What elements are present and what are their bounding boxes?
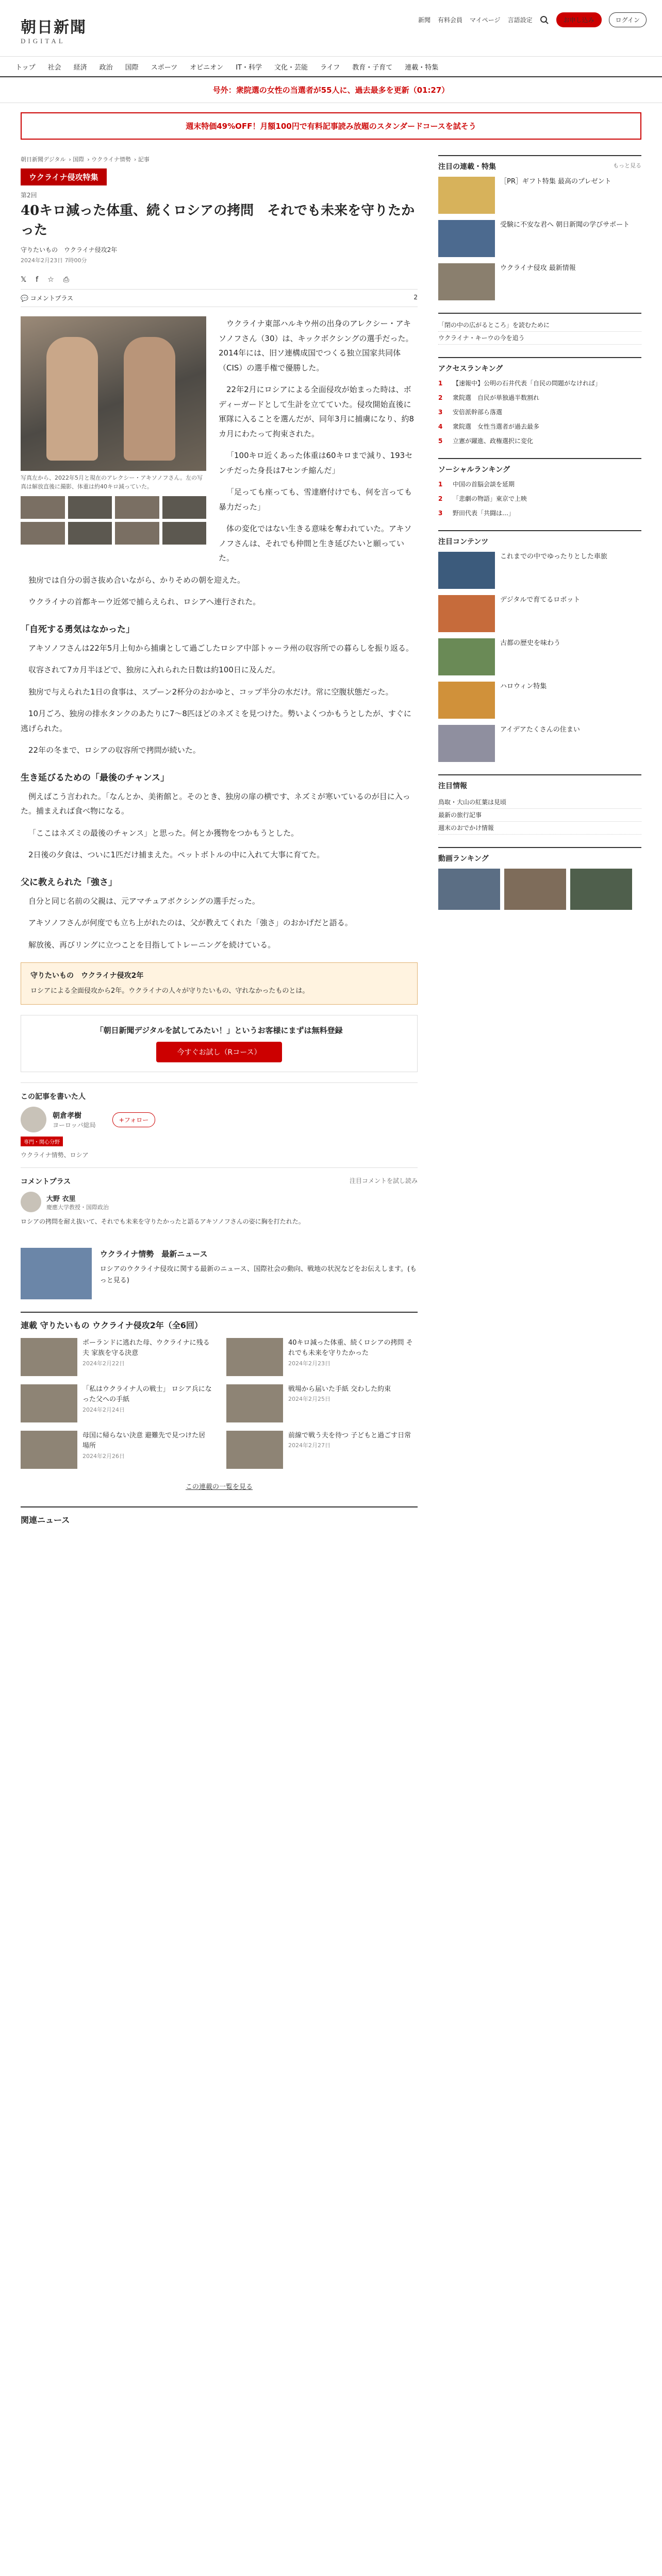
paragraph: 22年2月にロシアによる全面侵攻が始まった時は、ボディーガードとして生計を立てていた。侵攻開始直後に軍隊に入ることを選んだが、同年3月に捕虜になり、約8カ月にわたって拘束された。 <box>219 385 415 438</box>
video-ranking-title: 動画ランキング <box>438 855 489 863</box>
topic-link[interactable]: 「閉の中の広がるところ」を読むために <box>438 319 641 332</box>
commentator-avatar[interactable] <box>21 1192 41 1212</box>
featured-title: 注目の連載・特集 <box>438 163 496 171</box>
article-body <box>21 316 418 952</box>
thumbnail[interactable] <box>162 496 207 519</box>
featured-box <box>438 155 641 300</box>
paragraph: 「ここはネズミの最後のチャンス」と思った。何とか獲物をつかもうとした。 <box>28 828 299 838</box>
latest-news-image <box>21 1248 92 1299</box>
special-feature-label[interactable]: ウクライナ侵攻特集 <box>21 168 107 185</box>
thumbnail[interactable] <box>68 496 112 519</box>
featured-item[interactable] <box>438 263 641 300</box>
series-item[interactable] <box>226 1384 418 1422</box>
campaign-box <box>21 1015 418 1072</box>
series-item-date: 2024年2月25日 <box>288 1396 330 1403</box>
section-heading: 父に教えられた「強さ」 <box>21 877 117 888</box>
social-item[interactable]: 2 「悲劇の物語」東京で上映 <box>438 495 527 502</box>
login-button[interactable]: ログイン <box>609 12 647 27</box>
ranking-item[interactable]: 2 衆院選 自民が単独過半数割れ <box>438 394 540 401</box>
social-item[interactable]: 3 野田代表「共闘は…」 <box>438 510 515 517</box>
series-item-date: 2024年2月24日 <box>82 1406 125 1414</box>
thumbnail[interactable] <box>21 522 65 545</box>
featured-item[interactable] <box>438 220 641 257</box>
news-info-title: 注目情報 <box>438 782 467 790</box>
author-name[interactable]: 朝倉孝樹 <box>53 1111 81 1120</box>
ranking-item[interactable]: 1 【速報中】公明の石井代表「自民の問題がなければ」 <box>438 380 602 387</box>
publish-date: 2024年2月23日 7時00分 <box>21 257 87 264</box>
nav-item[interactable]: IT・科学 <box>236 63 262 72</box>
ranking-item-title: 衆院選 女性当選者が過去最多 <box>453 423 540 430</box>
commentator-role: 慶應大学教授・国際政治 <box>46 1204 109 1211</box>
logo-jp: 朝日新聞 <box>21 19 87 37</box>
social-ranking-title: ソーシャルランキング <box>438 466 510 474</box>
ad-item-title: 古都の歴史を味わう <box>500 639 561 647</box>
top-menu <box>418 12 647 27</box>
related-news-title: 関連ニュース <box>21 1506 418 1526</box>
nav-item[interactable]: 連載・特集 <box>405 63 439 72</box>
series-item-date: 2024年2月27日 <box>288 1442 330 1449</box>
comment-count: 2 <box>413 294 418 301</box>
global-nav <box>0 57 662 77</box>
top-link-language[interactable]: 言語設定 <box>507 16 533 24</box>
paragraph: ウクライナ東部ハルキウ州の出身のアレクシー・アキソノフさん（30）は、キックボクシングの選手だった。2014年には、旧ソ連構成国でつくる独立国家共同体（CIS）の選手権で優勝した。 <box>219 319 413 372</box>
paragraph: アキソノフさんは22年5月上旬から捕虜として過ごしたロシア中部トゥーラ州の収容所での暮らしを振り返る。 <box>28 643 414 653</box>
news-link[interactable]: 最新の旅行記事 <box>438 809 641 822</box>
series-label: 第2回 <box>21 192 37 199</box>
thumbnail[interactable] <box>115 522 159 545</box>
follow-button[interactable]: +フォロー <box>112 1112 155 1127</box>
breadcrumb-item[interactable]: 朝日新聞デジタル <box>21 156 66 163</box>
subscribe-button[interactable]: お申し込み <box>556 12 602 27</box>
social-item[interactable]: 1 中国の首脳会談を延期 <box>438 481 515 488</box>
news-info <box>438 774 641 835</box>
paragraph: アキソノフさんが何度でも立ち上がれたのは、父が教えてくれた「強さ」のおかげだと語る。 <box>28 918 353 928</box>
nav-item[interactable]: 国際 <box>125 63 139 72</box>
comment-plus-label: コメントプラス <box>30 295 74 302</box>
bookmark-icon[interactable]: ☆ <box>47 276 54 284</box>
video-thumbnail[interactable] <box>504 869 566 910</box>
series-item-date: 2024年2月22日 <box>82 1360 125 1367</box>
sidebar <box>438 155 641 1533</box>
latest-news-text: ロシアのウクライナ侵攻に関する最新のニュース、国際社会の動向、戦地の状況などをお伝えします。(もっと見る) <box>100 1265 417 1285</box>
featured-item-title: 受験に不安な君へ 朝日新聞の学びサポート <box>500 221 630 229</box>
series-item[interactable] <box>21 1431 212 1469</box>
series-item-date: 2024年2月23日 <box>288 1360 330 1367</box>
nav-item[interactable]: 文化・芸能 <box>274 63 308 72</box>
ranking-item-title: 立憲が躍進、政権選択に変化 <box>453 437 534 445</box>
commentator-name[interactable]: 大野 衣里 <box>46 1195 76 1203</box>
news-link[interactable]: 週末のおでかけ情報 <box>438 822 641 835</box>
nav-item[interactable]: オピニオン <box>190 63 224 72</box>
author-fields: ウクライナ情勢、ロシア <box>21 1151 89 1159</box>
comment-plus-link[interactable]: 💬 コメントプラス <box>21 295 74 302</box>
paragraph: 「足っても座っても、雪達磨付けでも、何を言っても暴力だった」 <box>219 487 412 512</box>
paragraph: 収容されて7カ月半ほどで、独房に入れられた日数は約100日に及んだ。 <box>28 665 280 675</box>
paragraph: ウクライナの首都キーウ近郊で捕らえられ、ロシアへ連行された。 <box>28 597 261 607</box>
paragraph: 体の変化ではない生きる意味を奪われていた。アキソノフさんは、それでも仲間と生き延びたいと願っていた。 <box>219 524 412 563</box>
series-item-title: 「私はウクライナ人の戦士」 ロシア兵になった父への手紙 <box>82 1385 212 1404</box>
paragraph: 独房で与えられた1日の食事は、スプーン2杯分のおかゆと、コップ半分の水だけ。常に空腹状態だった。 <box>28 687 393 697</box>
comment-plus-section <box>21 1167 418 1235</box>
series-list-title: 連載 守りたいもの ウクライナ侵攻2年（全6回） <box>21 1312 418 1331</box>
author-avatar[interactable] <box>21 1107 46 1132</box>
breadcrumb-item[interactable]: ウクライナ情勢 <box>91 156 131 163</box>
search-icon[interactable] <box>540 15 549 25</box>
ranking-item-title: 衆院選 自民が単独過半数割れ <box>453 394 540 401</box>
topic-link[interactable]: ウクライナ・キーウの今を追う <box>438 332 641 345</box>
top-link-members[interactable]: 有料会員 <box>438 16 463 24</box>
series-item-title: 戦場から届いた手紙 交わした約束 <box>288 1385 391 1393</box>
access-ranking <box>438 357 641 446</box>
series-item-title: ポーランドに逃れた母、ウクライナに残る夫 家族を守る決意 <box>82 1338 210 1358</box>
byline[interactable]: 守りたいもの ウクライナ侵攻2年 <box>21 246 118 254</box>
photo-thumbnails <box>21 496 206 545</box>
ad-item[interactable] <box>438 682 641 719</box>
latest-news-title: ウクライナ情勢 最新ニュース <box>100 1249 208 1259</box>
series-item[interactable] <box>226 1431 418 1469</box>
paragraph: 例えばこう言われた。「なんとか、美術館と。そのとき、独房の扉の横です、ネズミが寒いているのが目に入った。捕まえれば食べ物になる。 <box>21 791 410 816</box>
breaking-alert[interactable]: 号外：衆院選の女性の当選者が55人に、過去最多を更新（01:27） <box>0 77 662 103</box>
nav-item[interactable]: 社会 <box>47 63 61 72</box>
social-ranking <box>438 458 641 518</box>
series-item-date: 2024年2月26日 <box>82 1453 125 1460</box>
logo-en: DIGITAL <box>21 37 65 45</box>
breadcrumb-item[interactable]: 国際 <box>73 156 85 163</box>
share-bar <box>21 270 418 289</box>
series-item[interactable] <box>21 1384 212 1422</box>
series-box[interactable] <box>21 962 418 1005</box>
article-photo[interactable] <box>21 316 206 471</box>
author-section <box>21 1082 418 1167</box>
video-thumbnail[interactable] <box>570 869 632 910</box>
thumbnail[interactable] <box>21 496 65 519</box>
topics-box <box>438 313 641 345</box>
ad-item[interactable] <box>438 595 641 632</box>
paragraph: 解放後、再びリングに立つことを目指してトレーニングを続けている。 <box>28 940 276 950</box>
video-ranking <box>438 847 641 910</box>
ranking-item-title: 安倍派幹部ら落選 <box>453 409 503 416</box>
site-logo[interactable] <box>21 14 87 45</box>
paragraph: 「100キロ近くあった体重は60キロまで減り、193センチだった身長は7センチ縮んだ」 <box>219 451 413 475</box>
paragraph: 2日後の夕食は、ついに1匹だけ捕まえた。ペットボトルの中に入れて大事に育てた。 <box>28 850 325 860</box>
ad-item-title: デジタルで育てるロボット <box>500 596 581 604</box>
article-main <box>21 155 418 1533</box>
nav-item[interactable]: スポーツ <box>151 63 178 72</box>
photo-caption: 写真左から、2022年5月と現在のアレクシー・アキソノフさん。左の写真は解放直後に撮影、体重は約40キロ減っていた。 <box>21 474 203 490</box>
thumbnail[interactable] <box>115 496 159 519</box>
comment-plus-heading: コメントプラス <box>21 1178 71 1187</box>
series-item-title: 前線で戦う夫を待つ 子どもと過ごす日常 <box>288 1431 411 1439</box>
ad-item-title: これまでの中でゆったりとした車旅 <box>500 553 607 561</box>
series-box-text: ロシアによる全面侵攻から2年。ウクライナの人々が守りたいもの、守れなかったものとは。 <box>30 987 309 995</box>
featured-item-title: ウクライナ侵攻 最新情報 <box>500 264 576 272</box>
ad-contents-title: 注目コンテンツ <box>438 538 489 546</box>
paragraph: 10月ごろ、独房の排水タンクのあたりに7〜8匹ほどのネズミを見つけた。勢いよくつかもうとしたが、すぐに逃げられた。 <box>21 709 411 733</box>
section-heading: 「自死する勇気はなかった」 <box>21 624 135 635</box>
nav-item[interactable]: 経済 <box>73 63 87 72</box>
ad-item-title: アイデアたくさんの住まい <box>500 726 580 734</box>
trial-button[interactable]: 今すぐお試し（Rコース） <box>156 1042 282 1062</box>
field-tag: 専門・関心分野 <box>21 1137 63 1146</box>
series-item[interactable] <box>226 1338 418 1376</box>
article-figure <box>21 316 206 545</box>
section-heading: 生き延びるための「最後のチャンス」 <box>21 772 169 783</box>
print-icon[interactable]: ⎙ <box>63 276 69 284</box>
comment-more-link[interactable]: 注目コメントを試し読み <box>349 1177 418 1185</box>
series-item-title: 40キロ減った体重、続くロシアの拷問 それでも未来を守りたかった <box>288 1338 413 1358</box>
author-role: ヨーロッパ総局 <box>53 1121 96 1129</box>
ad-item[interactable] <box>438 552 641 589</box>
series-see-all-link[interactable]: この連載の一覧を見る <box>185 1483 253 1491</box>
paragraph: 独房では自分の弱さ抜め合いながら、かりそめの朝を迎えた。 <box>28 575 245 585</box>
ranking-item[interactable]: 5 立憲が躍進、政権選択に変化 <box>438 437 534 445</box>
series-list <box>21 1312 418 1491</box>
ad-contents <box>438 530 641 762</box>
ad-item[interactable] <box>438 725 641 762</box>
x-share-icon[interactable]: 𝕏 <box>21 276 27 284</box>
campaign-title: 「朝日新聞デジタルを試してみたい！」というお客様にまずは無料登録 <box>95 1026 343 1036</box>
ad-item-title: ハロウィン特集 <box>500 683 547 690</box>
related-news <box>21 1506 418 1526</box>
ranking-item-title: 【速報中】公明の石井代表「自民の問題がなければ」 <box>453 380 602 387</box>
top-link-mypage[interactable]: マイページ <box>470 16 501 24</box>
news-link[interactable]: 鳥取・大山の紅葉は見頃 <box>438 796 641 809</box>
video-thumbnail[interactable] <box>438 869 500 910</box>
comment-text: ロシアの拷問を耐え抜いて、それでも未来を守りたかったと語るアキソノフさんの姿に胸を打たれた。 <box>21 1218 305 1226</box>
social-item-title: 野田代表「共闘は…」 <box>453 510 515 517</box>
comment-bar <box>21 289 418 307</box>
top-link-newspaper[interactable]: 新聞 <box>418 16 431 24</box>
social-item-title: 中国の首脳会談を延期 <box>453 481 515 488</box>
latest-news-box[interactable] <box>21 1248 418 1299</box>
ranking-title: アクセスランキング <box>438 365 503 373</box>
featured-item-title: ［PR］ギフト特集 最高のプレゼント <box>500 178 611 185</box>
nav-item[interactable]: 政治 <box>99 63 113 72</box>
ad-item[interactable] <box>438 638 641 675</box>
ranking-item[interactable]: 4 衆院選 女性当選者が過去最多 <box>438 423 540 430</box>
header <box>0 0 662 57</box>
nav-item[interactable]: トップ <box>15 63 36 72</box>
breadcrumb-item: 記事 <box>138 156 150 163</box>
promo-banner[interactable]: 週末特価49%OFF！月額100円で有料記事読み放題のスタンダードコースを試そう <box>21 112 641 140</box>
featured-more-link[interactable]: もっと見る <box>613 162 641 169</box>
series-item[interactable] <box>21 1338 212 1376</box>
paragraph: 22年の冬まで、ロシアの収容所で拷問が続いた。 <box>28 745 201 755</box>
author-label: この記事を書いた人 <box>21 1093 86 1101</box>
facebook-share-icon[interactable]: f <box>36 276 39 284</box>
article-title: 40キロ減った体重、続くロシアの拷問 それでも未来を守りたかった <box>21 203 415 238</box>
paragraph: 自分と同じ名前の父親は、元アマチュアボクシングの選手だった。 <box>28 896 260 906</box>
series-item-title: 母国に帰らない決意 避難先で見つけた居場所 <box>82 1431 206 1450</box>
thumbnail[interactable] <box>68 522 112 545</box>
series-box-title: 守りたいもの ウクライナ侵攻2年 <box>30 972 144 980</box>
breadcrumb: 朝日新聞デジタル › 国際 › ウクライナ情勢 › 記事 <box>21 156 150 163</box>
featured-item[interactable] <box>438 177 641 214</box>
thumbnail[interactable] <box>162 522 207 545</box>
nav-item[interactable]: 教育・子育て <box>352 63 393 72</box>
ranking-item[interactable]: 3 安倍派幹部ら落選 <box>438 409 503 416</box>
social-item-title: 「悲劇の物語」東京で上映 <box>453 495 527 502</box>
nav-item[interactable]: ライフ <box>320 63 340 72</box>
